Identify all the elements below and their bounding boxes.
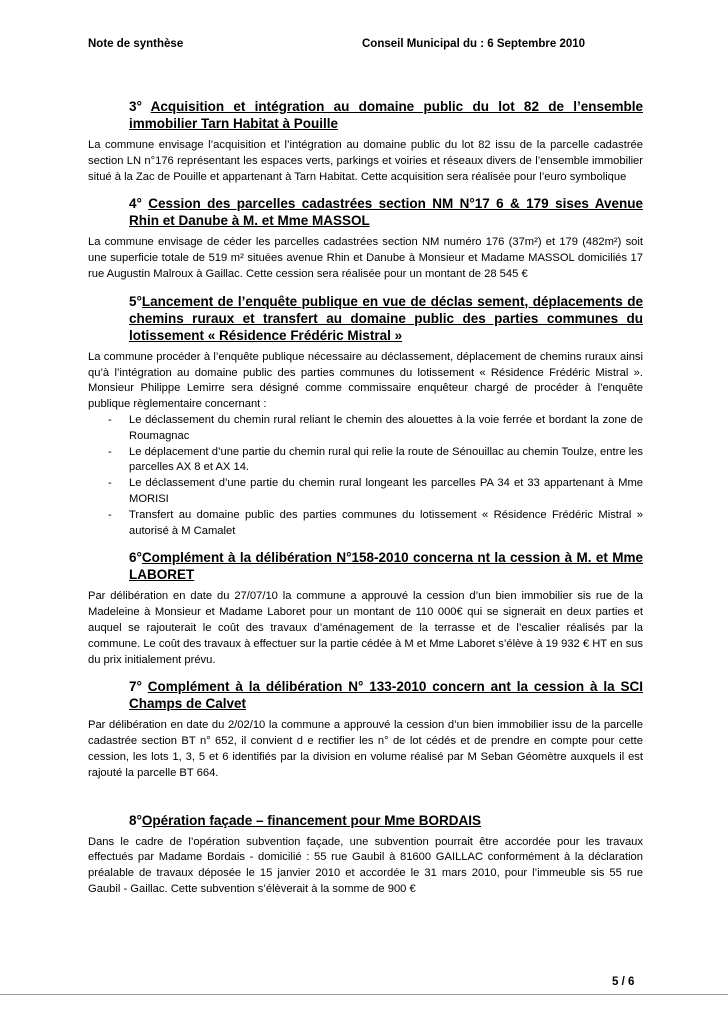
section-heading-7: 7° Complément à la délibération N° 133-2010 concern ant la cession à la SCI Champs de Calvet <box>129 679 643 712</box>
list-item: - Transfert au domaine public des parties communes du lotissement « Résidence Frédéric Mistral » autorisé à M Camalet <box>88 508 643 540</box>
section-body-3: La commune envisage l’acquisition et l’intégration au domaine public du lot 82 issu de la parcelle cadastrée section LN n°176 représentant les espaces verts, parkings et voiries et réseaux divers de l’ensemble immobilier situé à la Zac de Pouille et appartenant à Tarn Habitat. Cette acquisition sera réalisée pour l’euro symbolique <box>88 139 643 183</box>
section-body-5: La commune procéder à l’enquête publique nécessaire au déclassement, déplacement de chemins ruraux ainsi qu’à l’intégration au domaine public des parties communes du lotissement « Résidence Frédéric Mistral ». Monsieur Philippe Lemirre sera désigné comme commissaire enquêteur chargé de procéder à l’enquête publique règlementaire concernant : <box>88 350 643 411</box>
section-body-8: Dans le cadre de l’opération subvention façade, une subvention pourrait être accordée pour les travaux effectués par Madame Bordais - domicilié : 55 rue Gaubil à 81600 GAILLAC conformément à la déclaration préalable de travaux déposée le 15 janvier 2010 et accordée le 31 mars 2010, pour l’immeuble sis 55 rue Gaubil - Gaillac. Cette subvention s’élèverait à la somme de 900 € <box>88 835 643 895</box>
section-body-6: Par délibération en date du 27/07/10 la commune a approuvé la cession d’un bien immobilier sis rue de la Madeleine à Monsieur et Madame Laboret pour un montant de 110 000€ qui se signerait en deux parties et auquel se rajouterait le coût des travaux d’aménagement de la terrasse et de l’escalier réalisés par la commune. Le coût des travaux à effectuer sur la partie cédée à M et Mme Laboret s’élève à 19 932 € HT en sus du prix initialement prévu. <box>88 590 643 666</box>
section-heading-5: 5°Lancement de l’enquête publique en vue de déclas sement, déplacements de chemins ruraux et transfert au domaine public des parties communes du lotissement « Résidence Frédéric Mistral » <box>129 293 643 343</box>
section-body-7: Par délibération en date du 2/02/10 la commune a approuvé la cession d’un bien immobilier issu de la parcelle cadastrée section BT n° 652, il convient d e rectifier les n° de lot cédés et de prendre en compte pour cette cession, les lots 1, 3, 5 et 6 identifiés par la division en volume réalisé par M Seban Géomètre auxquels il est rajouté la parcelle BT 664. <box>88 719 643 779</box>
page-number: 5 / 6 <box>612 976 635 988</box>
list-item: - Le déplacement d’une partie du chemin rural qui relie la route de Sénouillac au chemin Toulze, entre les parcelles AX 8 et AX 14. <box>88 445 643 477</box>
header-left: Note de synthèse <box>88 38 184 50</box>
bullet-list <box>88 413 643 539</box>
list-item: - Le déclassement du chemin rural reliant le chemin des alouettes à la voie ferrée et bordant la zone de Roumagnac <box>88 413 643 445</box>
section-heading-8: 8°Opération façade – financement pour Mme BORDAIS <box>129 812 481 828</box>
document-body <box>88 98 643 898</box>
section-heading-4: 4° Cession des parcelles cadastrées section NM N°17 6 & 179 sises Avenue Rhin et Danube à M. et Mme MASSOL <box>129 196 643 229</box>
section-body-4: La commune envisage de céder les parcelles cadastrées section NM numéro 176 (37m²) et 179 (482m²) soit une superficie totale de 519 m² situées avenue Rhin et Danube à Monsieur et Madame MASSOL domiciliés 17 rue Augustin Malroux à Gaillac. Cette cession sera réalisée pour un montant de 28 545 € <box>88 236 643 280</box>
list-item: - Le déclassement d’une partie du chemin rural longeant les parcelles PA 34 et 33 appartenant à Mme MORISI <box>88 476 643 508</box>
footer-divider <box>0 994 728 995</box>
section-heading-6: 6°Complément à la délibération N°158-2010 concerna nt la cession à M. et Mme LABORET <box>129 550 643 583</box>
header-right: Conseil Municipal du : 6 Septembre 2010 <box>362 38 586 50</box>
section-heading-3: 3° Acquisition et intégration au domaine public du lot 82 de l’ensemble immobilier Tarn Habitat à Pouille <box>129 99 643 131</box>
